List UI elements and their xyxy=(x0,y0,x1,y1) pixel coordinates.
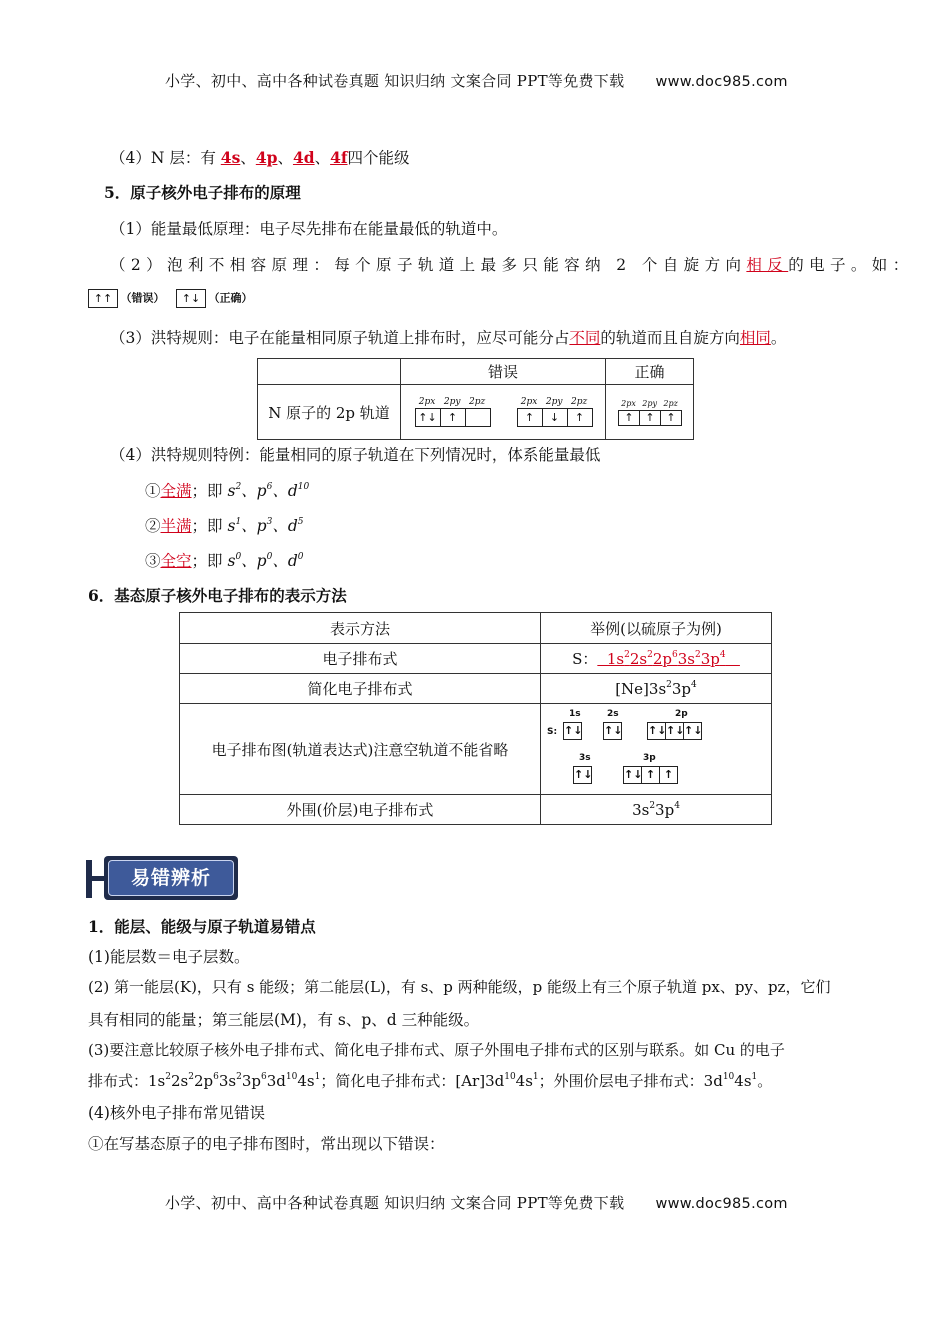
orbital-box: ↑ xyxy=(618,410,640,426)
m3-end: 。 xyxy=(757,1072,773,1090)
mistake-2-line1: (2) 第一能层(K)，只有 s 能级；第二能层(L)，有 s、p 两种能级，p 能级上有三个原子轨道 px、py、pz，它们 xyxy=(88,978,831,996)
sep: 、 xyxy=(314,149,331,167)
header-text: 小学、初中、高中各种试卷真题 知识归纳 文案合同 PPT等免费下载 xyxy=(165,72,625,90)
pauli-example xyxy=(88,289,253,308)
orbital-2p: ↑↓↑↓↑↓ xyxy=(647,722,701,740)
banner-label: 易错辨析 xyxy=(130,867,211,889)
pauli-right-label: （正确） xyxy=(208,291,253,305)
sep: 、 xyxy=(277,149,293,167)
hund-blank-2: 相同 xyxy=(739,329,771,347)
section6-title: 6．基态原子核外电子排布的表示方法 xyxy=(88,586,347,605)
pauli-pre: （2）泡利不相容原理：每个原子轨道上最多只能容纳 2 个自旋方向 xyxy=(110,256,747,274)
mistake-1: (1)能层数＝电子层数。 xyxy=(88,948,250,966)
level-4d: 4d xyxy=(292,148,315,167)
mistake-3-line2: 排布式：$1s^22s^22p^63s^23p^63d^{10}4s^1$；简化电子排布式：$[Ar]3d^{10}4s^1$；外围价层电子排布式：$3d^{10}4s^1$。 xyxy=(88,1072,773,1090)
label-3p: 3p xyxy=(643,753,656,763)
m3-c: ；外围价层电子排布式： xyxy=(538,1072,704,1090)
example-short: $[Ne]3s^23p^4$ xyxy=(541,674,772,704)
n-layer-line xyxy=(110,146,410,168)
hund-wrong-diagrams xyxy=(401,385,606,440)
footer-text: 小学、初中、高中各种试卷真题 知识归纳 文案合同 PPT等免费下载 xyxy=(165,1194,625,1212)
hund-table xyxy=(257,358,694,440)
hund-line xyxy=(110,326,786,348)
case-half: ②半满；即 $s^1$、$p^3$、$d^5$ xyxy=(145,517,304,535)
col-example: 举例(以硫原子为例) xyxy=(541,613,772,644)
method-short: 简化电子排布式 xyxy=(180,674,541,704)
m3-b: ；简化电子排布式： xyxy=(320,1072,456,1090)
orbital-2s: ↑↓ xyxy=(603,722,622,740)
n-layer-suffix: 四个能级 xyxy=(347,149,410,167)
mistake-title: 1．能层、能级与原子轨道易错点 xyxy=(88,917,316,936)
hund-pre: （3）洪特规则：电子在能量相同原子轨道上排布时，应尽可能分占 xyxy=(110,329,570,347)
label-2pz: 2pz xyxy=(663,398,678,408)
section5-title: 5．原子核外电子排布的原理 xyxy=(104,183,301,202)
pauli-blank: 相反 xyxy=(746,256,789,274)
pauli-wrong-label: （错误） xyxy=(120,291,165,305)
mistake-2-line2: 具有相同的能量；第三能层(M)，有 s、p、d 三种能级。 xyxy=(88,1011,480,1029)
label-2px: 2px xyxy=(418,397,436,408)
orbital-box-up-up: ↑↑ xyxy=(88,289,118,308)
mistake-3-line1: (3)要注意比较原子核外电子排布式、简化电子排布式、原子外围电子排布式的区别与联系。如 Cu 的电子 xyxy=(88,1041,785,1059)
atom-label: S: xyxy=(547,727,558,737)
orbital-box: ↑ xyxy=(567,408,593,427)
case-rest: ；即 xyxy=(191,552,228,570)
wrong-diagram-2 xyxy=(517,397,592,427)
hund-mid: 的轨道而且自旋方向 xyxy=(600,329,740,347)
level-4p: 4p xyxy=(255,148,278,167)
orbital-3s: ↑↓ xyxy=(573,766,592,784)
pauli-line xyxy=(110,253,914,275)
orbital-box: ↑ xyxy=(517,408,543,427)
hund-end: 。 xyxy=(770,329,787,347)
case-full: ①全满；即 $s^2$、$p^6$、$d^{10}$ xyxy=(145,482,310,500)
method-diagram: 电子排布图(轨道表达式)注意空轨道不能省略 xyxy=(180,704,541,795)
header-url[interactable]: www.doc985.com xyxy=(655,74,788,90)
case-rest: ；即 xyxy=(191,482,228,500)
label-2p: 2p xyxy=(675,709,688,719)
case-blank: 半满 xyxy=(160,517,192,535)
col-method: 表示方法 xyxy=(180,613,541,644)
hund-row-label: N 原子的 2p 轨道 xyxy=(258,385,401,440)
mistake-5: ①在写基态原子的电子排布图时，常出现以下错误： xyxy=(88,1135,445,1153)
hund-blank-1: 不同 xyxy=(569,329,601,347)
pauli-post: 的电子。如： xyxy=(788,256,914,274)
orbital-box: ↑ xyxy=(639,410,661,426)
label-2pz: 2pz xyxy=(570,397,588,408)
orbital-3p: ↑↓ ↑ ↑ xyxy=(623,766,677,784)
representation-table xyxy=(179,612,772,825)
level-4s: 4s xyxy=(220,148,241,167)
principle-lowest-energy: （1）能量最低原理：电子尽先排布在能量最低的轨道中。 xyxy=(110,220,508,238)
label-2pz: 2pz xyxy=(468,397,486,408)
page-footer xyxy=(165,1192,788,1213)
orbital-box-up-down: ↑↓ xyxy=(176,289,206,308)
hund-exception-line: （4）洪特规则特例：能量相同的原子轨道在下列情况时，体系能量最低 xyxy=(110,446,601,464)
orbital-1s: ↑↓ xyxy=(563,722,582,740)
hund-right-diagram xyxy=(606,385,694,440)
hund-head-right: 正确 xyxy=(606,359,694,385)
case-num: ③ xyxy=(145,552,161,570)
label-2px: 2px xyxy=(520,397,538,408)
hund-head-wrong: 错误 xyxy=(401,359,606,385)
label-2py: 2py xyxy=(642,398,657,408)
example-diagram xyxy=(541,704,772,795)
case-blank: 全空 xyxy=(160,552,192,570)
page-header xyxy=(165,70,788,91)
example-valence: $3s^23p^4$ xyxy=(541,795,772,825)
orbital-box: ↓ xyxy=(542,408,568,427)
case-num: ① xyxy=(145,482,161,500)
mistake-4: (4)核外电子排布常见错误 xyxy=(88,1104,265,1122)
case-empty: ③全空；即 $s^0$、$p^0$、$d^0$ xyxy=(145,552,304,570)
method-valence: 外围(价层)电子排布式 xyxy=(180,795,541,825)
case-num: ② xyxy=(145,517,161,535)
label-2s: 2s xyxy=(607,709,619,719)
label-2py: 2py xyxy=(443,397,461,408)
case-rest: ；即 xyxy=(191,517,228,535)
label-2px: 2px xyxy=(621,398,636,408)
hund-table-corner xyxy=(258,359,401,385)
sep: 、 xyxy=(240,149,256,167)
label-1s: 1s xyxy=(569,709,581,719)
case-blank: 全满 xyxy=(160,482,192,500)
label-2py: 2py xyxy=(545,397,563,408)
orbital-box: ↑ xyxy=(440,408,466,427)
level-4f: 4f xyxy=(330,148,348,167)
m3-a: 排布式： xyxy=(88,1072,149,1090)
label-3s: 3s xyxy=(579,753,591,763)
orbital-box xyxy=(465,408,491,427)
mistake-banner xyxy=(86,856,238,900)
example-prefix: S： xyxy=(572,650,598,668)
example-config: S： $1s^22s^22p^63s^23p^4$ xyxy=(541,644,772,674)
footer-url[interactable]: www.doc985.com xyxy=(655,1196,788,1212)
wrong-diagram-1 xyxy=(415,397,490,427)
orbital-box: ↑ xyxy=(660,410,682,426)
n-layer-prefix: （4）N 层：有 xyxy=(110,149,221,167)
method-config: 电子排布式 xyxy=(180,644,541,674)
orbital-box: ↑↓ xyxy=(415,408,441,427)
